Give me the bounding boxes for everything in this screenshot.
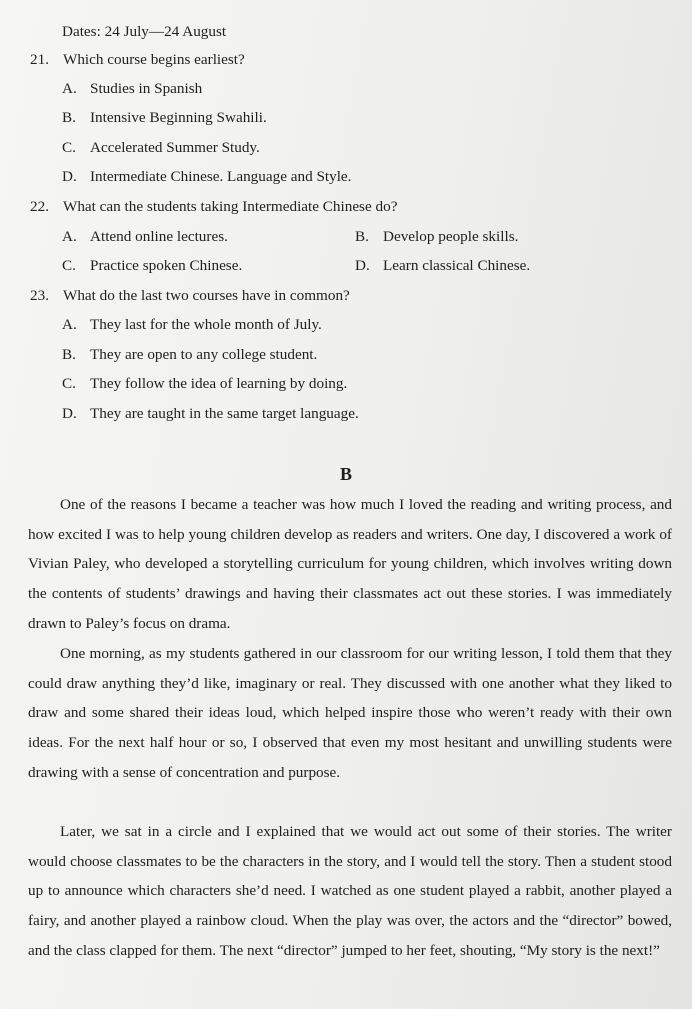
question-number: 23. [30,287,49,304]
option-letter: A. [62,228,77,245]
paragraph-text: One of the reasons I became a teacher was how much I loved the reading and writing process, and how excited I was to help young children develop as readers and writers. One day, I discovered a work of Vivian Paley, who developed a storytelling curriculum for young children, which involves writing down the contents of students’ drawings and having their classmates act out these stories. I was immediately drawn to Paley’s focus on drama. [28,496,672,632]
option-letter: A. [62,80,77,97]
question-text: Which course begins earliest? [63,51,245,68]
option-letter: B. [62,346,76,363]
option-letter: D. [62,405,77,422]
option-letter: D. [355,257,370,274]
option-text: Studies in Spanish [90,80,203,97]
option-text: Accelerated Summer Study. [90,139,260,156]
option-text: They last for the whole month of July. [90,316,322,333]
question-number: 21. [30,51,49,68]
option-letter: A. [62,316,77,333]
option-letter: C. [62,257,76,274]
section-heading: B [339,464,352,484]
passage-paragraph [28,817,672,966]
question-text: What can the students taking Intermediate Chinese do? [63,198,398,215]
option-text: Develop people skills. [383,228,519,245]
option-letter: B. [62,109,76,126]
dates-line: Dates: 24 July—24 August [62,23,227,40]
paragraph-text: Later, we sat in a circle and I explained that we would act out some of their stories. The writer would choose classmates to be the characters in the story, and I would tell the story. Then a student stood up to announce which characters she’d need. I watched as one student played a rabbit, another played a fairy, and another played a rainbow cloud. When the play was over, the actors and the “director” bowed, and the class clapped for them. The next “director” jumped to her feet, shouting, “My story is the next!” [28,823,672,959]
option-text: Intermediate Chinese. Language and Style. [90,168,352,185]
passage-paragraph [28,490,672,639]
option-text: Attend online lectures. [90,228,228,245]
option-text: They follow the idea of learning by doing. [90,375,348,392]
option-text: Learn classical Chinese. [383,257,531,274]
option-letter: C. [62,375,76,392]
option-text: Intensive Beginning Swahili. [90,109,267,126]
option-text: They are open to any college student. [90,346,318,363]
option-text: Practice spoken Chinese. [90,257,243,274]
option-letter: B. [355,228,369,245]
option-letter: D. [62,168,77,185]
question-number: 22. [30,198,49,215]
option-text: They are taught in the same target language. [90,405,359,422]
passage-paragraph [28,639,672,788]
option-letter: C. [62,139,76,156]
paragraph-text: One morning, as my students gathered in our classroom for our writing lesson, I told them that they could draw anything they’d like, imaginary or real. They discussed with one another what they liked to draw and some shared their ideas loud, which helped inspire those who weren’t ready with their own ideas. For the next half hour or so, I observed that even my most hesitant and unwilling students were drawing with a sense of concentration and purpose. [28,645,672,781]
question-text: What do the last two courses have in common? [63,287,350,304]
